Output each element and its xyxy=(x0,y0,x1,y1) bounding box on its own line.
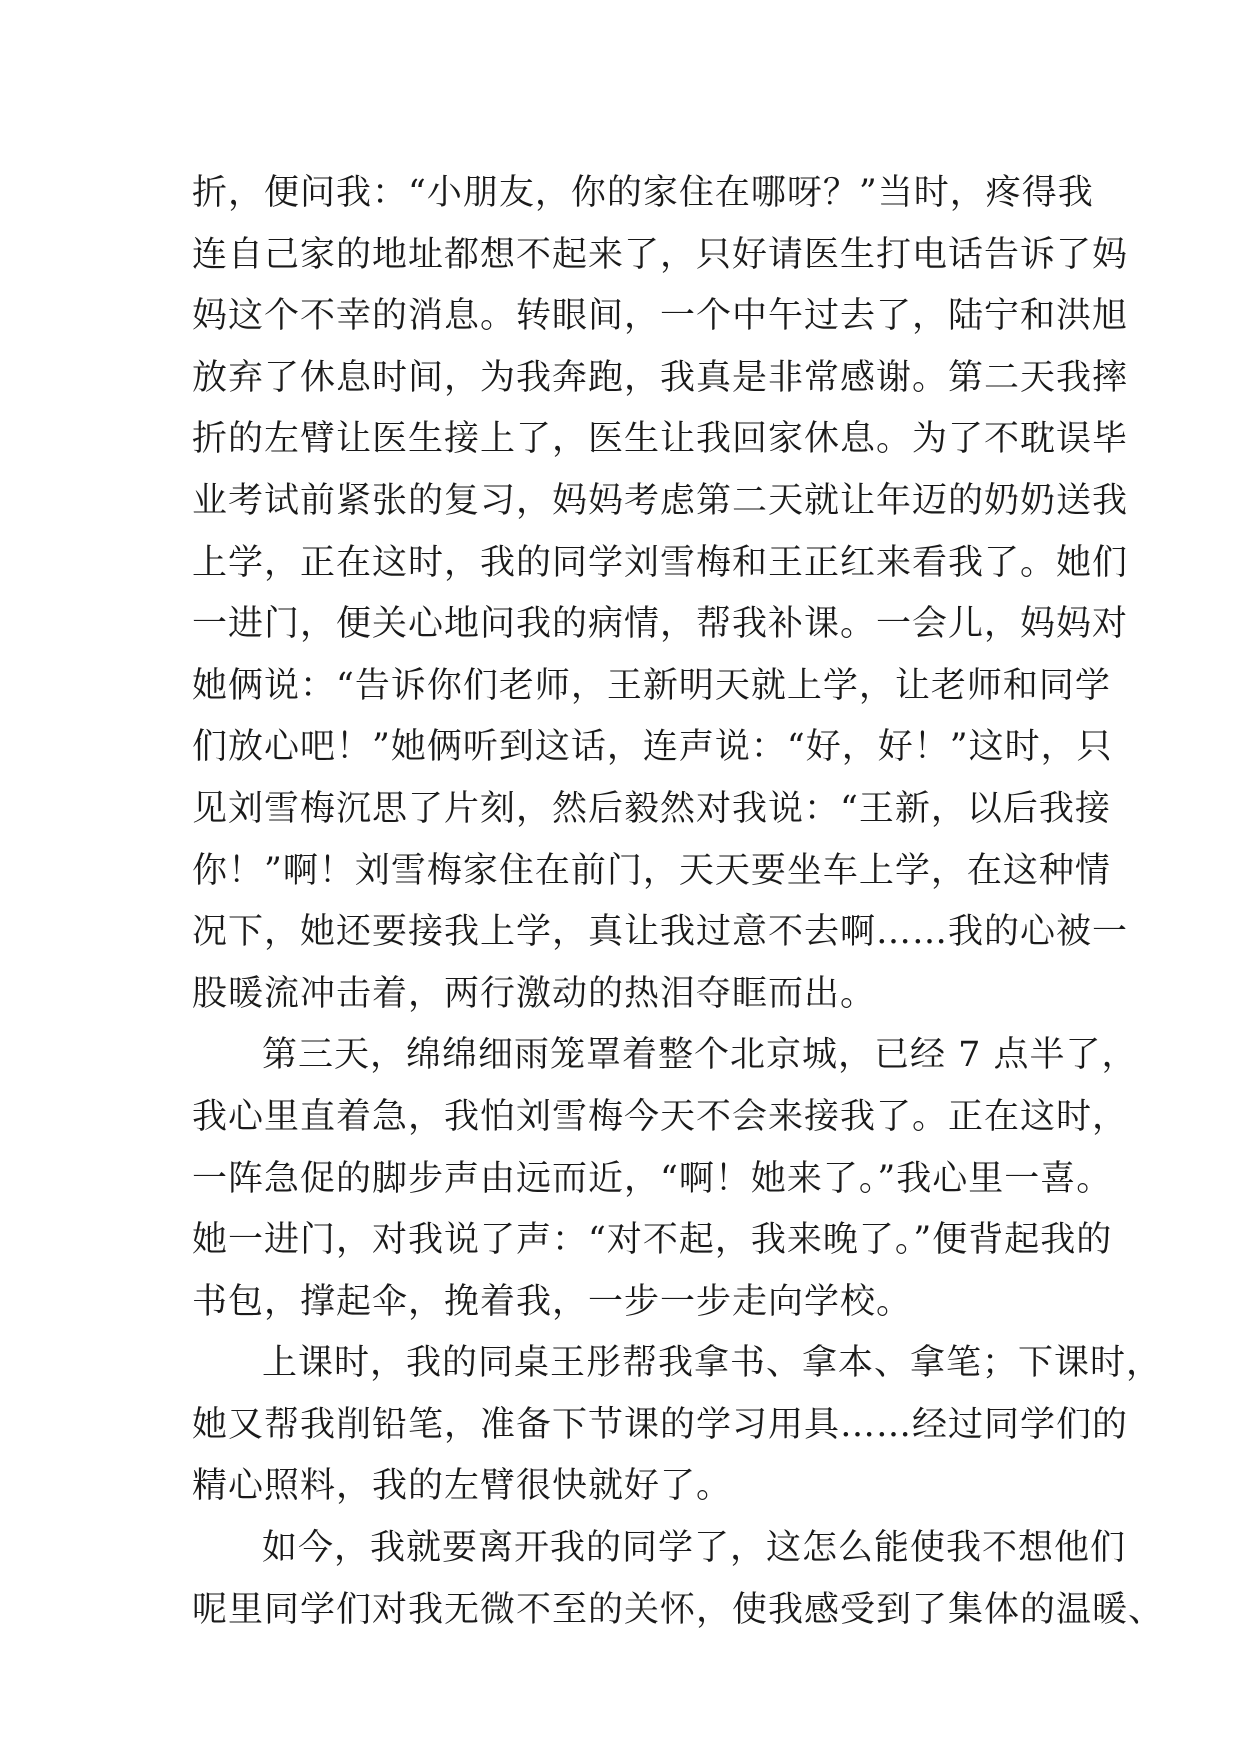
text-line: 一阵急促的脚步声由远而近，“啊！她来了。”我心里一喜。 xyxy=(192,1158,1113,1199)
text-line: 况下，她还要接我上学，真让我过意不去啊……我的心被一 xyxy=(192,912,1129,953)
text-line: 精心照料，我的左臂很快就好了。 xyxy=(192,1466,733,1507)
text-line: 股暖流冲击着，两行激动的热泪夺眶而出。 xyxy=(192,973,877,1014)
paragraph-start-line: 上课时，我的同桌王彤帮我拿书、拿本、拿笔；下课时， xyxy=(262,1343,1163,1384)
paragraph-start-line: 第三天，绵绵细雨笼罩着整个北京城，已经 7 点半了， xyxy=(262,1035,1138,1076)
text-line: 我心里直着急，我怕刘雪梅今天不会来接我了。正在这时， xyxy=(192,1096,1129,1137)
text-line: 们放心吧！”她俩听到这话，连声说：“好，好！”这时，只 xyxy=(192,727,1113,768)
text-line: 她一进门，对我说了声：“对不起，我来晚了。”便背起我的 xyxy=(192,1220,1113,1261)
body-text xyxy=(192,163,1165,1641)
text-line: 她俩说：“告诉你们老师，王新明天就上学，让老师和同学 xyxy=(192,665,1111,706)
text-line: 连自己家的地址都想不起来了，只好请医生打电话告诉了妈 xyxy=(192,234,1129,275)
text-line: 折，便问我：“小朋友，你的家住在哪呀？”当时，疼得我 xyxy=(192,173,1094,213)
text-line: 业考试前紧张的复习，妈妈考虑第二天就让年迈的奶奶送我 xyxy=(192,480,1129,521)
text-line: 呢里同学们对我无微不至的关怀，使我感受到了集体的温暖、 xyxy=(192,1589,1165,1630)
text-line: 书包，撑起伞，挽着我，一步一步走向学校。 xyxy=(192,1281,913,1322)
text-line: 她又帮我削铅笔，准备下节课的学习用具……经过同学们的 xyxy=(192,1404,1129,1445)
text-line: 放弃了休息时间，为我奔跑，我真是非常感谢。第二天我摔 xyxy=(192,357,1129,398)
text-line: 你！”啊！刘雪梅家住在前门，天天要坐车上学，在这种情 xyxy=(192,850,1111,891)
paragraph-start-line: 如今，我就要离开我的同学了，这怎么能使我不想他们 xyxy=(262,1528,1127,1569)
text-line: 一进门，便关心地问我的病情，帮我补课。一会儿，妈妈对 xyxy=(192,604,1129,645)
text-line: 见刘雪梅沉思了片刻，然后毅然对我说：“王新，以后我接 xyxy=(192,788,1111,829)
text-line: 折的左臂让医生接上了，医生让我回家休息。为了不耽误毕 xyxy=(192,419,1129,460)
text-line: 上学，正在这时，我的同学刘雪梅和王正红来看我了。她们 xyxy=(192,542,1129,583)
text-line: 妈这个不幸的消息。转眼间，一个中午过去了，陆宁和洪旭 xyxy=(192,296,1129,337)
